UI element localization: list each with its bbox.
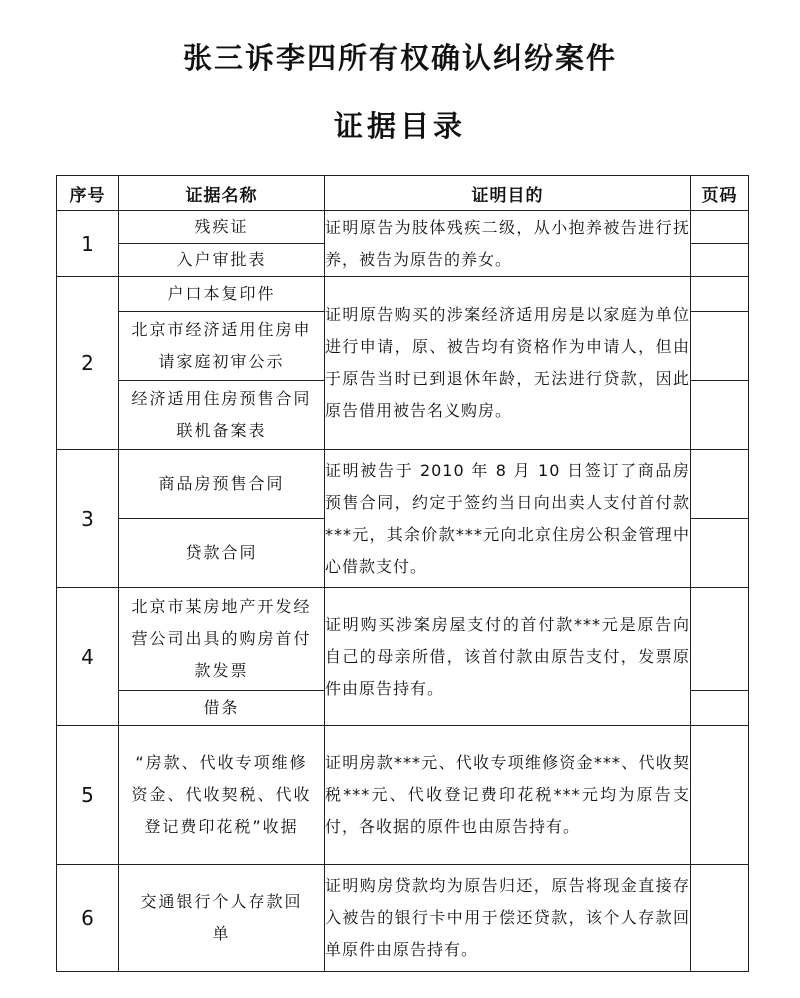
evidence-name: 交通银行个人存款回单 [119,865,325,972]
table-row [57,726,749,865]
evidence-no: 6 [57,865,119,972]
evidence-name: 经济适用住房预售合同联机备案表 [119,381,325,450]
table-row [57,450,749,519]
evidence-no: 2 [57,277,119,450]
evidence-no: 4 [57,588,119,726]
evidence-table [56,175,749,972]
evidence-name: 商品房预售合同 [119,450,325,519]
evidence-name: 北京市经济适用住房申请家庭初审公示 [119,312,325,381]
evidence-no: 1 [57,211,119,277]
table-row [57,211,749,244]
page-cell [691,381,749,450]
page-cell [691,244,749,277]
evidence-name: 贷款合同 [119,519,325,588]
header-name: 证据名称 [119,176,325,211]
header-no: 序号 [57,176,119,211]
header-purpose: 证明目的 [325,176,691,211]
table-row [57,277,749,312]
evidence-name: 户口本复印件 [119,277,325,312]
evidence-name: 借条 [119,691,325,726]
table-row [57,588,749,691]
evidence-name: 入户审批表 [119,244,325,277]
page-cell [691,211,749,244]
evidence-name: “房款、代收专项维修资金、代收契税、代收登记费印花税”收据 [119,726,325,865]
page-cell [691,312,749,381]
page-cell [691,865,749,972]
evidence-purpose: 证明购房贷款均为原告归还，原告将现金直接存入被告的银行卡中用于偿还贷款，该个人存款回单原件由原告持有。 [325,865,691,972]
page-cell [691,450,749,519]
page-cell [691,726,749,865]
table-header-row [57,176,749,211]
header-page: 页码 [691,176,749,211]
page-cell [691,519,749,588]
evidence-purpose: 证明房款***元、代收专项维修资金***、代收契税***元、代收登记费印花税***元均为原告支付，各收据的原件也由原告持有。 [325,726,691,865]
evidence-no: 5 [57,726,119,865]
page-cell [691,277,749,312]
evidence-purpose: 证明被告于 2010 年 8 月 10 日签订了商品房预售合同，约定于签约当日向出卖人支付首付款***元，其余价款***元向北京住房公积金管理中心借款支付。 [325,450,691,588]
page-cell [691,691,749,726]
document-subtitle: 证据目录 [333,109,466,143]
document-title: 张三诉李四所有权确认纠纷案件 [182,41,617,75]
evidence-purpose: 证明原告购买的涉案经济适用房是以家庭为单位进行申请，原、被告均有资格作为申请人，但由于原告当时已到退休年龄，无法进行贷款，因此原告借用被告名义购房。 [325,277,691,450]
evidence-name: 残疾证 [119,211,325,244]
evidence-no: 3 [57,450,119,588]
table-row [57,865,749,972]
page-cell [691,588,749,691]
evidence-purpose: 证明购买涉案房屋支付的首付款***元是原告向自己的母亲所借，该首付款由原告支付，发票原件由原告持有。 [325,588,691,726]
evidence-name: 北京市某房地产开发经营公司出具的购房首付款发票 [119,588,325,691]
evidence-purpose: 证明原告为肢体残疾二级，从小抱养被告进行抚养，被告为原告的养女。 [325,211,691,277]
